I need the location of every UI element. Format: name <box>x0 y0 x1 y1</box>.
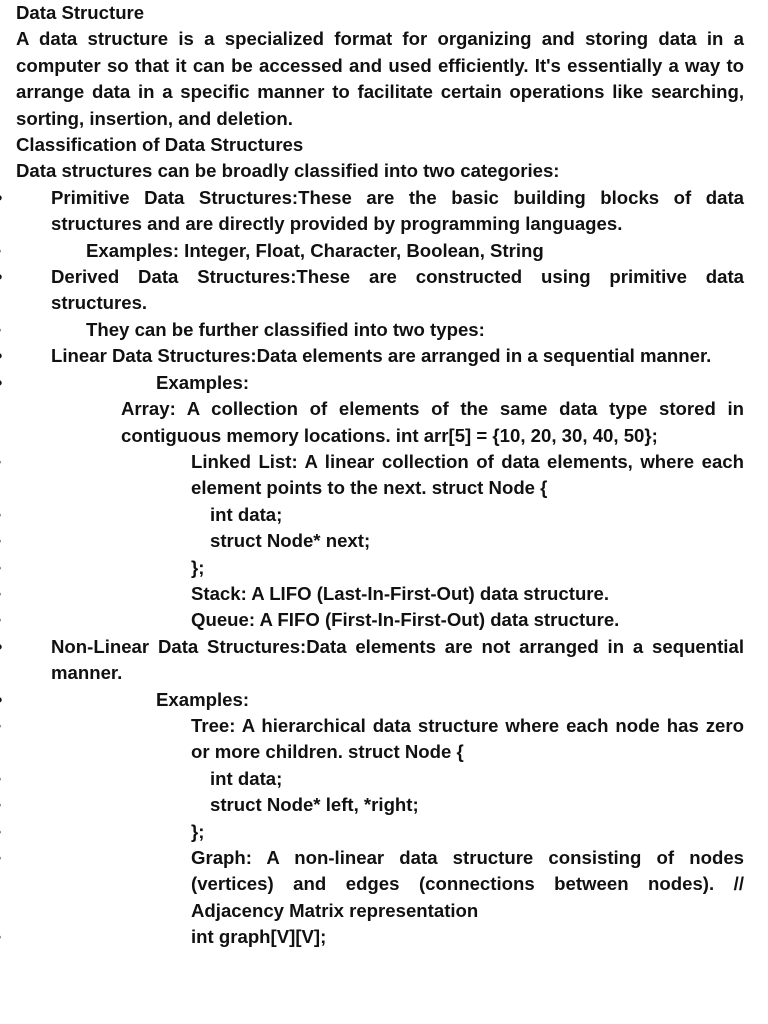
list-item-array: ▪ Array: A collection of elements of the same data type stored in contiguous memory locations. int arr[5] = {10, 20, 30, 40, 50}; <box>16 396 744 449</box>
list-item-stack: ◦ Stack: A LIFO (Last-In-First-Out) data structure. <box>16 581 744 607</box>
classification-heading: Classification of Data Structures <box>16 134 304 156</box>
list-item-graph-code: ◦ int graph[V][V]; <box>16 924 744 950</box>
list-item-tree: ◦ Tree: A hierarchical data structure where each node has zero or more children. struct Node { <box>16 713 744 766</box>
list-item-linked-list: ◦ Linked List: A linear collection of data elements, where each element points to the next. struct Node { <box>16 449 744 502</box>
list-item-primitive-examples: ◦ Examples: Integer, Float, Character, Boolean, String <box>16 238 744 264</box>
classification-lead: Data structures can be broadly classified into two categories: <box>16 160 560 182</box>
list-item-linear-examples: • Examples: <box>16 370 744 396</box>
list-item-nonlinear: • Non-Linear Data Structures:Data elements are not arranged in a sequential manner. <box>16 634 744 687</box>
list-item-code-line <box>16 792 744 818</box>
code-text: int data; <box>210 767 283 789</box>
intro-paragraph: A data structure is a specialized format for organizing and storing data in a computer so that it can be accessed and used efficiently. It's essentially a way to arrange data in a specific manner to facilitate certain operations like searching, sorting, insertion, and deletion. <box>16 28 744 129</box>
code-text: int data; <box>210 503 283 525</box>
list-item-graph: ◦ Graph: A non-linear data structure consisting of nodes (vertices) and edges (connections between nodes). // Adjacency Matrix representation <box>16 845 744 924</box>
list-item-nonlinear-examples: • Examples: <box>16 687 744 713</box>
list-item-derived-sub: ◦ They can be further classified into two types: <box>16 317 744 343</box>
list-item-code-line <box>16 528 744 554</box>
list-item-code-line: ◦ }; <box>16 555 744 581</box>
list-item-queue: ◦ Queue: A FIFO (First-In-First-Out) data structure. <box>16 607 744 633</box>
list-item-code-line: ◦ }; <box>16 819 744 845</box>
code-text: struct Node* left, *right; <box>210 794 419 816</box>
list-item-linear: • Linear Data Structures:Data elements are arranged in a sequential manner. <box>16 343 744 369</box>
classification-list <box>16 185 744 951</box>
code-text: struct Node* next; <box>210 530 371 552</box>
list-item-primitive: • Primitive Data Structures:These are the basic building blocks of data structures and are directly provided by programming languages. <box>16 185 744 238</box>
page-title: Data Structure <box>16 2 145 23</box>
list-item-code-line <box>16 502 744 528</box>
list-item-code-line <box>16 766 744 792</box>
list-item-derived: • Derived Data Structures:These are constructed using primitive data structures. <box>16 264 744 317</box>
